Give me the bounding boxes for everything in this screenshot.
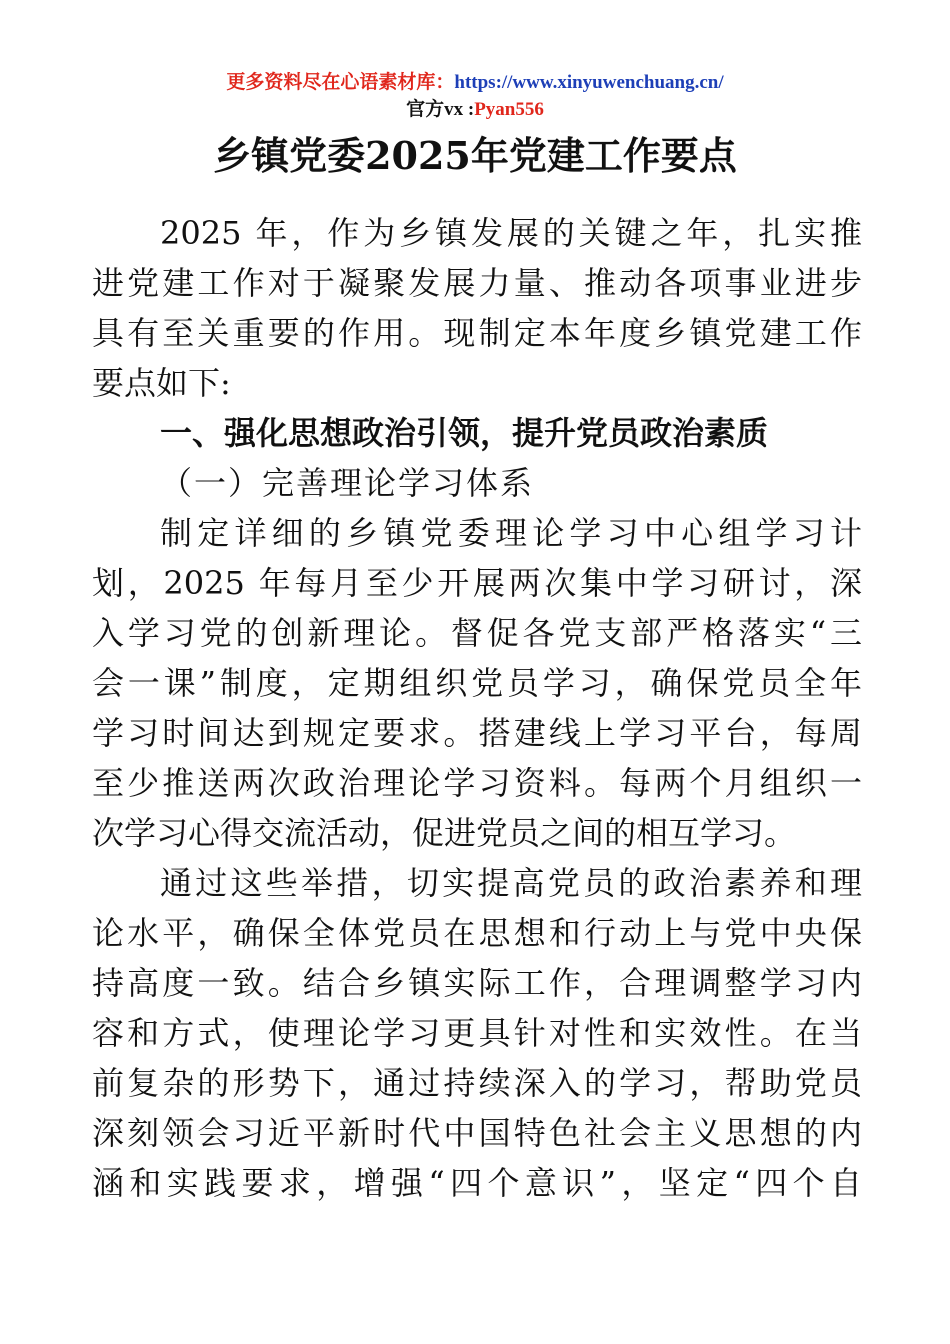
paragraph-line: 会一课”制度，定期组织党员学习，确保党员全年 [92, 664, 862, 702]
intro-line: 2025 年，作为乡镇发展的关键之年，扎实推 [160, 214, 862, 252]
paragraph-line: 涵和实践要求，增强“四个意识”，坚定“四个自 [92, 1164, 862, 1202]
paragraph-line: 容和方式，使理论学习更具针对性和实效性。在当 [92, 1014, 862, 1052]
contact-label: 官方vx : [406, 99, 475, 120]
paragraph-line: 入学习党的创新理论。督促各党支部严格落实“三 [92, 614, 862, 652]
paragraph-line: 制定详细的乡镇党委理论学习中心组学习计 [160, 514, 862, 552]
paragraph-line: 学习时间达到规定要求。搭建线上学习平台，每周 [92, 714, 862, 752]
paragraph-line: 至少推送两次政治理论学习资料。每两个月组织一 [92, 764, 862, 802]
intro-line: 进党建工作对于凝聚发展力量、推动各项事业进步 [92, 264, 862, 302]
contact-header [0, 98, 950, 122]
promo-link[interactable]: https://www.xinyuwenchuang.cn/ [454, 72, 724, 93]
paragraph-line: 通过这些举措，切实提高党员的政治素养和理 [160, 864, 862, 902]
promo-label: 更多资料尽在心语素材库： [226, 72, 455, 93]
intro-line: 要点如下: [92, 364, 231, 402]
paragraph-line: 持高度一致。结合乡镇实际工作，合理调整学习内 [92, 964, 862, 1002]
subsection-heading: （一）完善理论学习体系 [160, 464, 535, 502]
contact-value: Pyan556 [474, 99, 544, 120]
paragraph-line: 论水平，确保全体党员在思想和行动上与党中央保 [92, 914, 862, 952]
section-heading: 一、强化思想政治引领，提升党员政治素质 [160, 414, 769, 452]
paragraph-line: 前复杂的形势下，通过持续深入的学习，帮助党员 [92, 1064, 862, 1102]
paragraph-line: 划，2025 年每月至少开展两次集中学习研讨，深 [92, 564, 862, 602]
document-title: 乡镇党委2025年党建工作要点 [213, 133, 737, 178]
paragraph-line: 深刻领会习近平新时代中国特色社会主义思想的内 [92, 1114, 862, 1152]
promo-header [0, 70, 950, 96]
intro-line: 具有至关重要的作用。现制定本年度乡镇党建工作 [92, 314, 862, 352]
paragraph-line: 次学习心得交流活动，促进党员之间的相互学习。 [92, 814, 797, 852]
